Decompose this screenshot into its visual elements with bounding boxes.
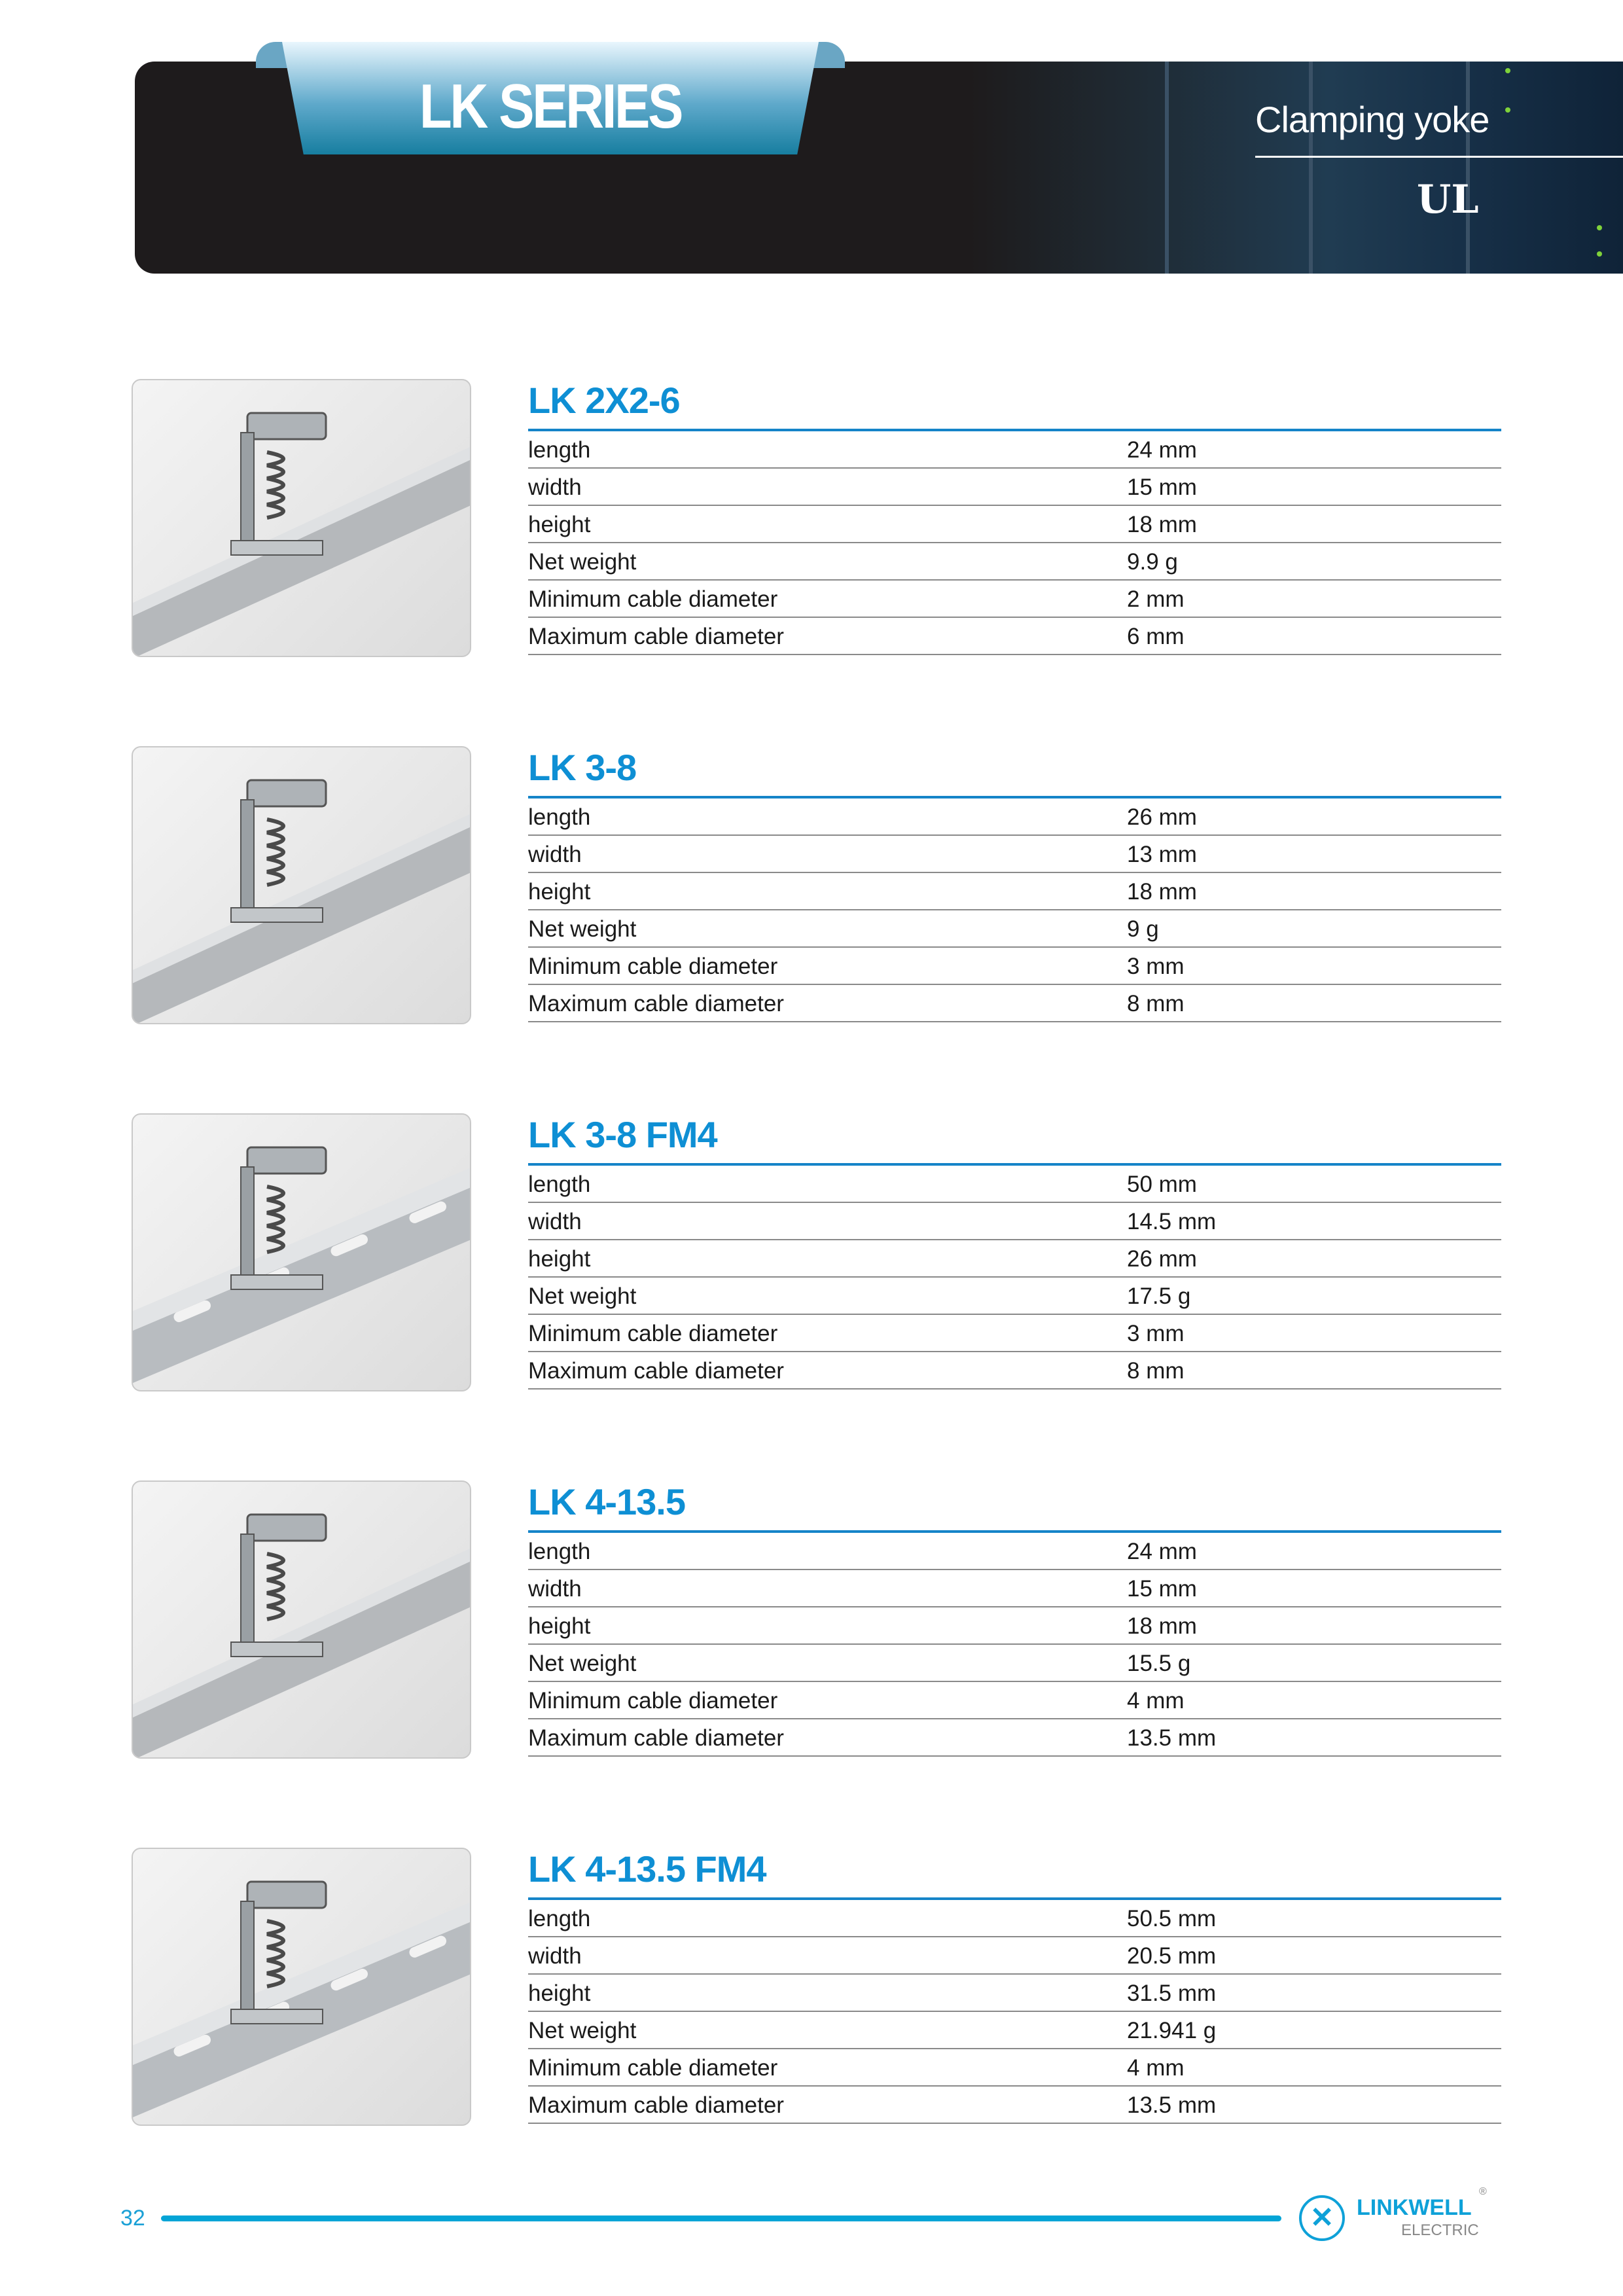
- product-image: [132, 1113, 471, 1391]
- product-title: LK 3-8: [528, 747, 637, 788]
- spec-row: [528, 431, 1501, 469]
- spec-label: length: [528, 437, 591, 463]
- spec-value: 50 mm: [1127, 1172, 1197, 1197]
- spec-value: 9.9 g: [1127, 549, 1178, 575]
- spec-row: [528, 618, 1501, 655]
- server-rack-photo: [969, 62, 1623, 274]
- spec-value: 15.5 g: [1127, 1651, 1191, 1676]
- spec-label: height: [528, 1246, 591, 1272]
- spec-label: width: [528, 475, 582, 500]
- spec-value: 8 mm: [1127, 1358, 1185, 1384]
- spec-label: height: [528, 1981, 591, 2006]
- spec-label: Maximum cable diameter: [528, 1725, 784, 1751]
- spec-table: [528, 1163, 1501, 1390]
- spec-value: 17.5 g: [1127, 1283, 1191, 1309]
- spec-row: [528, 1166, 1501, 1203]
- spec-label: height: [528, 512, 591, 537]
- spec-value: 18 mm: [1127, 512, 1197, 537]
- spec-label: width: [528, 1943, 582, 1969]
- spec-value: 13.5 mm: [1127, 1725, 1217, 1751]
- spec-value: 15 mm: [1127, 475, 1197, 500]
- spec-value: 6 mm: [1127, 624, 1185, 649]
- spec-row: [528, 873, 1501, 910]
- spec-label: width: [528, 1209, 582, 1234]
- spec-value: 24 mm: [1127, 437, 1197, 463]
- spec-value: 50.5 mm: [1127, 1906, 1217, 1931]
- subtitle: Clamping yoke: [1255, 99, 1489, 140]
- spec-row: [528, 1352, 1501, 1390]
- spec-row: [528, 1645, 1501, 1682]
- spec-label: Net weight: [528, 2018, 637, 2043]
- spec-value: 26 mm: [1127, 804, 1197, 830]
- spec-row: [528, 1975, 1501, 2012]
- spec-value: 2 mm: [1127, 586, 1185, 612]
- spec-row: [528, 985, 1501, 1022]
- product-title: LK 2X2-6: [528, 380, 680, 421]
- spec-value: 4 mm: [1127, 1688, 1185, 1713]
- spec-value: 14.5 mm: [1127, 1209, 1217, 1234]
- spec-row: [528, 2012, 1501, 2049]
- spec-row: [528, 910, 1501, 948]
- product-image: [132, 1480, 471, 1759]
- spec-label: Minimum cable diameter: [528, 2055, 778, 2081]
- series-title: LK SERIES: [419, 71, 682, 141]
- spec-value: 3 mm: [1127, 1321, 1185, 1346]
- spec-row: [528, 1682, 1501, 1719]
- spec-value: 13 mm: [1127, 842, 1197, 867]
- spec-row: [528, 1240, 1501, 1278]
- spec-label: length: [528, 1539, 591, 1564]
- spec-row: [528, 469, 1501, 506]
- subtitle-underline: [1255, 156, 1623, 158]
- spec-value: 31.5 mm: [1127, 1981, 1217, 2006]
- spec-label: length: [528, 1906, 591, 1931]
- product-title: LK 3-8 FM4: [528, 1114, 717, 1155]
- spec-row: [528, 543, 1501, 581]
- spec-table: [528, 1897, 1501, 2124]
- spec-row: [528, 2087, 1501, 2124]
- spec-label: Minimum cable diameter: [528, 954, 778, 979]
- spec-table: [528, 429, 1501, 655]
- spec-label: width: [528, 1576, 582, 1602]
- spec-row: [528, 1607, 1501, 1645]
- spec-row: [528, 1315, 1501, 1352]
- product-block: [0, 379, 1623, 667]
- spec-row: [528, 2049, 1501, 2087]
- product-title: LK 4-13.5: [528, 1481, 685, 1522]
- spec-value: 8 mm: [1127, 991, 1185, 1016]
- spec-label: Maximum cable diameter: [528, 1358, 784, 1384]
- spec-label: Minimum cable diameter: [528, 1321, 778, 1346]
- spec-row: [528, 948, 1501, 985]
- spec-value: 26 mm: [1127, 1246, 1197, 1272]
- spec-table: [528, 796, 1501, 1022]
- spec-row: [528, 836, 1501, 873]
- product-image: [132, 746, 471, 1024]
- product-block: [0, 1848, 1623, 2136]
- spec-value: 15 mm: [1127, 1576, 1197, 1602]
- product-block: [0, 1480, 1623, 1768]
- spec-value: 9 g: [1127, 916, 1159, 942]
- spec-table: [528, 1530, 1501, 1757]
- spec-row: [528, 1937, 1501, 1975]
- spec-label: height: [528, 879, 591, 905]
- spec-label: Minimum cable diameter: [528, 586, 778, 612]
- spec-row: [528, 581, 1501, 618]
- product-block: [0, 1113, 1623, 1401]
- spec-value: 13.5 mm: [1127, 2092, 1217, 2118]
- spec-label: Maximum cable diameter: [528, 2092, 784, 2118]
- spec-row: [528, 1203, 1501, 1240]
- spec-row: [528, 798, 1501, 836]
- spec-label: length: [528, 804, 591, 830]
- spec-label: Minimum cable diameter: [528, 1688, 778, 1713]
- spec-label: Net weight: [528, 549, 637, 575]
- spec-row: [528, 1533, 1501, 1570]
- spec-label: Net weight: [528, 1283, 637, 1309]
- spec-value: 20.5 mm: [1127, 1943, 1217, 1969]
- product-image: [132, 379, 471, 657]
- spec-label: Net weight: [528, 916, 637, 942]
- spec-label: Net weight: [528, 1651, 637, 1676]
- product-title: LK 4-13.5 FM4: [528, 1848, 766, 1890]
- spec-value: 24 mm: [1127, 1539, 1197, 1564]
- footer-divider: [161, 2215, 1281, 2221]
- spec-value: 18 mm: [1127, 879, 1197, 905]
- spec-value: 21.941 g: [1127, 2018, 1217, 2043]
- linkwell-logo-icon: ✕: [1299, 2195, 1345, 2241]
- spec-row: [528, 1900, 1501, 1937]
- spec-value: 18 mm: [1127, 1613, 1197, 1639]
- page-number: 32: [120, 2206, 145, 2231]
- ul-cert-icon: UL: [1417, 177, 1479, 223]
- spec-value: 4 mm: [1127, 2055, 1185, 2081]
- spec-row: [528, 1278, 1501, 1315]
- spec-value: 3 mm: [1127, 954, 1185, 979]
- series-tab: [256, 42, 845, 154]
- spec-row: [528, 1570, 1501, 1607]
- spec-label: Maximum cable diameter: [528, 624, 784, 649]
- product-block: [0, 746, 1623, 1034]
- spec-label: length: [528, 1172, 591, 1197]
- product-image: [132, 1848, 471, 2126]
- spec-row: [528, 506, 1501, 543]
- spec-label: width: [528, 842, 582, 867]
- spec-label: height: [528, 1613, 591, 1639]
- spec-row: [528, 1719, 1501, 1757]
- spec-label: Maximum cable diameter: [528, 991, 784, 1016]
